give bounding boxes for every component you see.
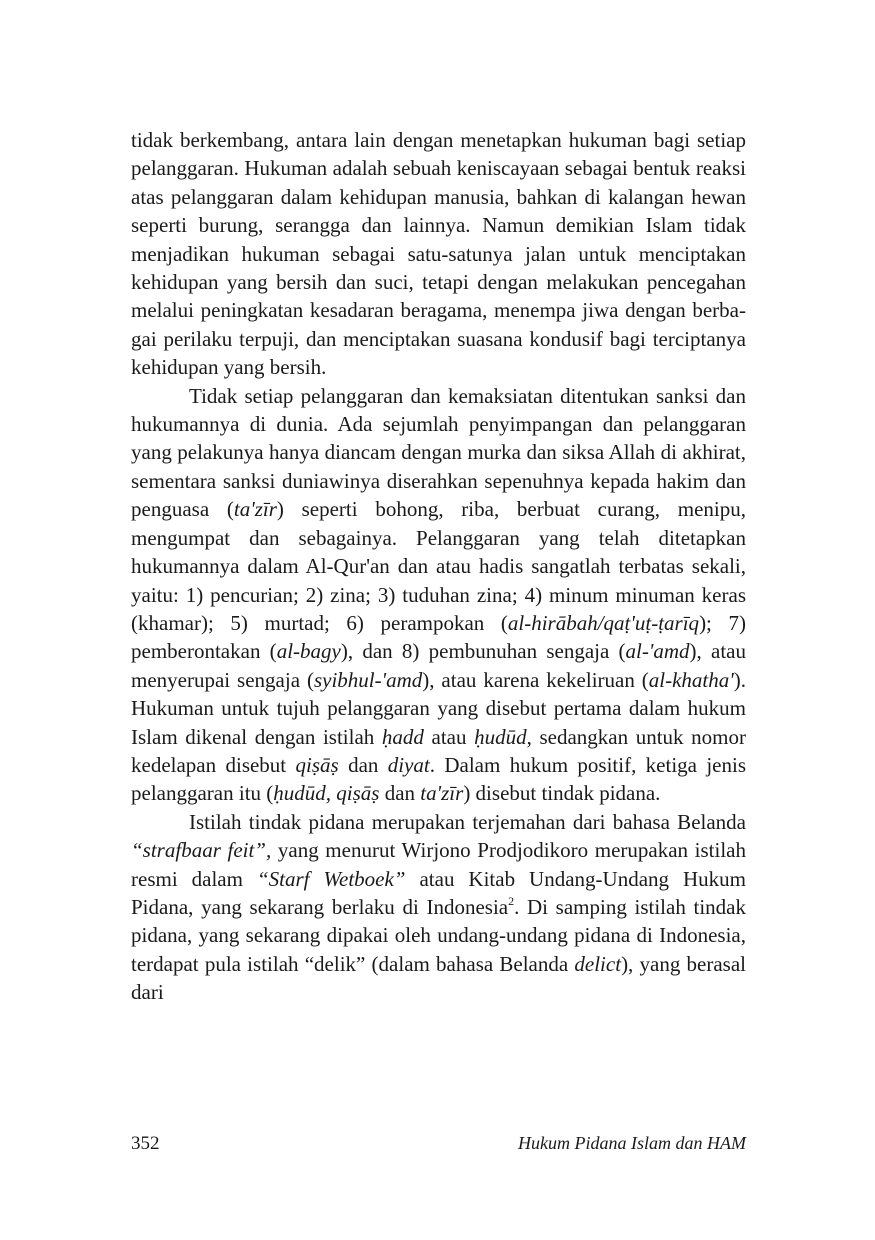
text-run: atau Kitab Undang-Undang Hukum Pidana, yang sekarang berlaku di Indonesia [131,866,747,919]
page-number: 352 [131,1133,160,1154]
italic-term: diyat [387,752,430,777]
paragraph-1 [131,126,746,382]
italic-term: syibhul-'amd [313,667,423,692]
page-footer [131,1133,746,1157]
italic-term: “Starf Wetboek” [256,866,406,891]
text-run: ) disebut tindak pidana. [463,781,661,806]
text-run: tidak berkembang, antara lain dengan menetapkan hukuman bagi setiap pelanggaran. Hukuman adalah sebuah keniscayaan sebagai bentuk reaksi atas pelanggaran dalam kehidupan manusia, bahkan di kalangan hewan seperti burung, serangga dan lainnya. Namun demikian Islam tidak menjadikan hukuman sebagai satu-satunya jalan untuk menciptakan kehidupan yang bersih dan suci, tetapi dengan melakukan pencegahan melalui peningkatan kesadaran beragama, menempa jiwa dengan berbagai perilaku terpuji, dan menciptakan suasana kondusif bagi terciptanya kehidupan yang bersih. [131,128,746,380]
italic-term: al-khatha' [648,667,734,692]
running-title: Hukum Pidana Islam dan HAM [518,1133,746,1153]
italic-term: qiṣāṣ [295,752,339,777]
text-run: . Dalam hukum positif, ketiga jenis pelanggaran itu ( [131,752,747,806]
footnote-marker: 2 [508,893,515,908]
text-run: Tidak setiap pelanggaran dan kemaksiatan ditentukan sanksi dan hukumannya di dunia. Ada sejumlah penyimpangan dan pelanggaran yang pelakunya hanya diancam dengan murka dan siksa Allah di akhirat, sementara sanksi duniawinya diserahkan sepenuhnya kepada hakim dan penguasa ( [131,383,746,522]
italic-term: al-'amd [625,639,690,664]
text-run: yang menurut Wirjono Prodjodikoro merupakan istilah resmi dalam [131,838,746,891]
italic-term: al-hirābah/qaṭ'uṭ-ṭarīq [507,610,700,635]
italic-term: ta'zīr [420,781,464,806]
italic-term: “strafbaar feit”, [131,838,272,863]
italic-term: ḥadd [381,724,424,749]
italic-term: al-bagy [276,639,341,664]
text-run: dan [338,752,388,777]
text-run: ), dan 8) pembunuhan sengaja ( [340,639,626,664]
text-run: ) seperti bohong, riba, berbuat curang, menipu, mengumpat dan sebagainya. Pelanggaran yang telah ditetapkan hukumannya dalam Al-Qur'an dan atau hadis sangatlah terbatas sekali, yaitu: 1) pencurian; 2) zina; 3) tuduhan zina; 4) minum minuman keras (khamar); 5) murtad; 6) perampokan ( [131,497,746,635]
text-run: ), atau menyerupai sengaja ( [131,639,746,692]
text-run: . Di samping istilah tindak pidana, yang sekarang dipakai oleh undang-undang pidana di Indonesia, terdapat pula istilah “delik” (dalam bahasa Belanda [131,894,746,976]
italic-term: ta'zīr [233,497,277,522]
italic-term: ḥudūd, qiṣāṣ [273,781,380,806]
text-run: ), yang berasal dari [131,951,746,1005]
italic-term: ḥudūd [474,724,527,749]
italic-term: delict [574,951,622,976]
paragraph-3 [131,808,746,1007]
paragraph-2 [131,382,746,808]
body-text [131,126,746,1007]
text-run: ), atau karena kekeliruan ( [422,667,649,692]
text-run: atau [423,724,475,749]
text-run: , sedangkan untuk nomor kedelapan disebut [131,724,746,777]
text-run: dan [379,781,421,806]
text-run: Istilah tindak pidana merupakan terjemahan dari bahasa Belanda [189,809,746,834]
text-run: ). Hukuman untuk tujuh pelanggaran yang disebut pertama dalam hukum Islam dikenal dengan istilah [131,667,747,749]
text-run: ); 7) pemberontakan ( [131,610,746,664]
